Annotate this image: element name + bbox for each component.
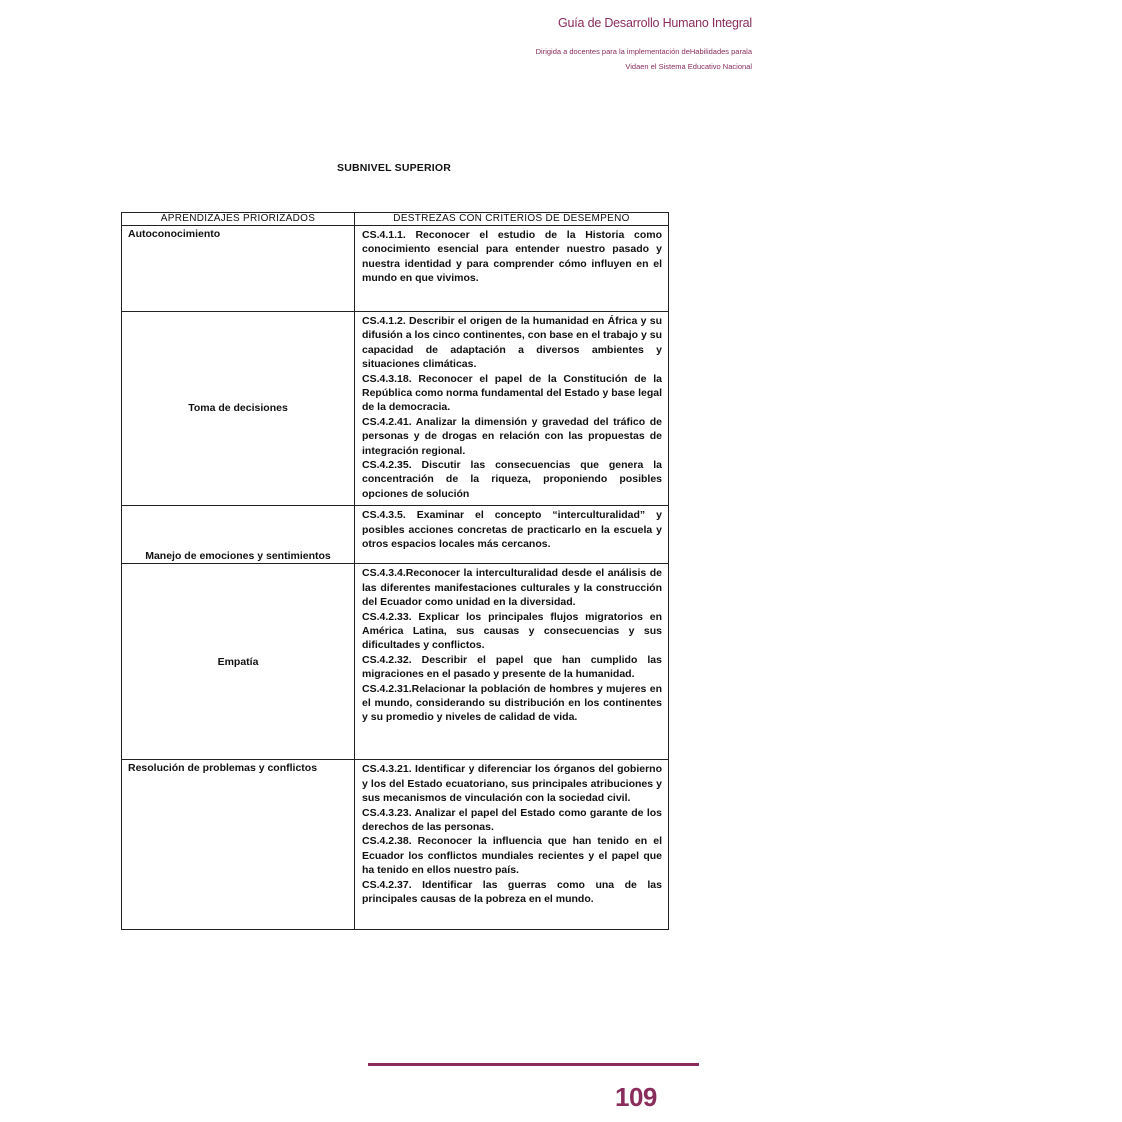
table-row [122, 506, 669, 564]
competencies-table [121, 212, 669, 930]
aprendizaje-cell: Toma de decisiones [122, 312, 355, 506]
column-header-aprendizajes: APRENDIZAJES PRIORIZADOS [122, 213, 355, 226]
table-row [122, 760, 669, 930]
guide-subtitle [536, 44, 752, 74]
destrezas-cell [355, 506, 669, 564]
destreza-item: CS.4.2.32. Describir el papel que han cumplido las migraciones en el pasado y presente de la humanidad. [362, 653, 662, 681]
destreza-item: CS.4.3.21. Identificar y diferenciar los órganos del gobierno y los del Estado ecuatoriano, sus principales atribuciones y sus mecanismos de vinculación con la sociedad civil. [362, 763, 662, 805]
destreza-item: CS.4.2.37. Identificar las guerras como una de las principales causas de la pobreza en el mundo. [362, 878, 662, 905]
destreza-item: CS.4.2.35. Discutir las consecuencias que genera la concentración de la riqueza, proponiendo posibles opciones de solución [362, 459, 662, 500]
destreza-item: CS.4.1.2. Describir el origen de la humanidad en África y su difusión a los cinco continentes, con base en el trabajo y su capacidad de adaptación a diversos ambientes y situaciones climáticas. [362, 315, 662, 371]
destreza-item: CS.4.3.5. Examinar el concepto “interculturalidad” y posibles acciones concretas de practicarlo en la escuela y otros espacios locales más cercanos. [362, 509, 662, 551]
destrezas-cell [355, 312, 669, 506]
destrezas-cell [355, 564, 669, 760]
guide-subtitle-line2: Vidaen el Sistema Educativo Nacional [625, 62, 752, 71]
aprendizaje-cell: Manejo de emociones y sentimientos [122, 506, 355, 564]
column-header-destrezas: DESTREZAS CON CRITERIOS DE DESEMPEÑO [355, 213, 669, 226]
guide-title: Guía de Desarrollo Humano Integral [558, 16, 752, 30]
table-row [122, 564, 669, 760]
table-row [122, 312, 669, 506]
table-header-row [122, 213, 669, 226]
page-header [536, 16, 752, 74]
footer-divider [368, 1063, 699, 1066]
table-row [122, 226, 669, 312]
aprendizaje-cell: Empatía [122, 564, 355, 760]
page-number: 109 [615, 1082, 657, 1112]
destreza-item: CS.4.2.41. Analizar la dimensión y gravedad del tráfico de personas y de drogas en relación con las propuestas de integración regional. [362, 415, 662, 457]
destreza-item: CS.4.2.31.Relacionar la población de hombres y mujeres en el mundo, considerando su distribución en los continentes y su promedio y niveles de calidad de vida. [362, 682, 662, 724]
destreza-item: CS.4.1.1. Reconocer el estudio de la Historia como conocimiento esencial para entender nuestro pasado y nuestra identidad y para comprender cómo influyen en el mundo en que vivimos. [362, 229, 662, 285]
guide-subtitle-line1: Dirigida a docentes para la implementación deHabilidades parala [535, 47, 752, 56]
aprendizaje-cell: Resolución de problemas y conflictos [122, 760, 355, 930]
destreza-item: CS.4.2.38. Reconocer la influencia que han tenido en el Ecuador los conflictos mundiales recientes y el papel que ha tenido en ellos nuestro país. [362, 835, 662, 877]
destreza-item: CS.4.2.33. Explicar los principales flujos migratorios en América Latina, sus causas y consecuencias y sus dificultades y conflictos. [362, 610, 662, 652]
destreza-item: CS.4.3.4.Reconocer la interculturalidad desde el análisis de las diferentes manifestaciones culturales y la construcción del Ecuador como unidad en la diversidad. [362, 567, 662, 609]
destrezas-cell [355, 226, 669, 312]
destreza-item: CS.4.3.23. Analizar el papel del Estado como garante de los derechos de las personas. [362, 806, 662, 833]
destrezas-cell [355, 760, 669, 930]
section-title: SUBNIVEL SUPERIOR [337, 162, 452, 174]
aprendizaje-cell: Autoconocimiento [122, 226, 355, 312]
destreza-item: CS.4.3.18. Reconocer el papel de la Constitución de la República como norma fundamental del Estado y base legal de la democracia. [362, 372, 662, 414]
